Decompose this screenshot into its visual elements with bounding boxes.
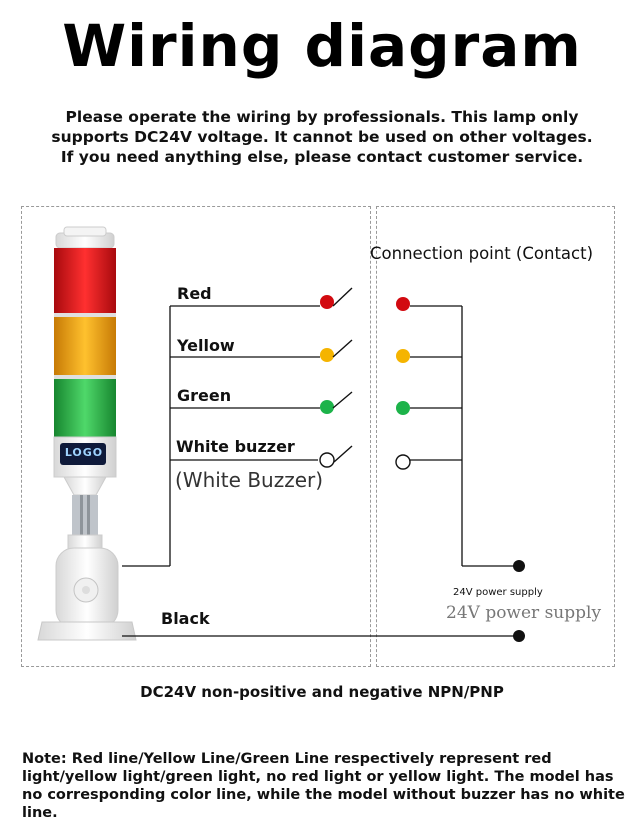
label-white-buzzer: White buzzer (176, 437, 295, 456)
label-yellow: Yellow (177, 336, 235, 355)
page-title: Wiring diagram (62, 12, 582, 80)
contact-yellow (396, 349, 410, 363)
tower-lamp (38, 227, 136, 640)
yellow-tier (54, 317, 116, 375)
lamp-foot (38, 622, 136, 640)
footnote: Note: Red line/Yellow Line/Green Line respectively represent red light/yellow light/green light, no red light or yellow light. The model has no corresponding color line, while the model without buzzer has no white line. (22, 751, 625, 821)
label-red: Red (177, 284, 212, 303)
red-switch (333, 288, 352, 306)
label-green: Green (177, 386, 232, 405)
power-terminal (513, 560, 525, 572)
label-connection-point: Connection point (Contact) (370, 244, 593, 263)
lamp-neck (64, 477, 106, 495)
green-tier (54, 379, 116, 437)
label-white-buzzer-alt: (White Buzzer) (175, 468, 324, 492)
contact-buzzer (396, 455, 410, 469)
label-power-supply-small: 24V power supply (453, 587, 543, 598)
contact-green (396, 401, 410, 415)
green-indicator (320, 400, 334, 414)
buzzer-indicator (320, 453, 334, 467)
warning-text: Please operate the wiring by professionals. This lamp only supports DC24V voltage. It cannot be used on other voltages. If you need anything else, please contact customer service. (51, 108, 593, 166)
diagram-caption: DC24V non-positive and negative NPN/PNP (140, 683, 504, 701)
yellow-indicator (320, 348, 334, 362)
lamp-pole (72, 495, 98, 537)
lamp-logo: LOGO (64, 446, 104, 459)
yellow-switch (333, 340, 352, 357)
green-switch (333, 392, 352, 408)
label-black: Black (161, 609, 210, 628)
red-tier (54, 248, 116, 313)
black-terminal (513, 630, 525, 642)
red-indicator (320, 295, 334, 309)
buzzer-switch (334, 446, 352, 462)
contact-red (396, 297, 410, 311)
label-power-supply-large: 24V power supply (446, 603, 602, 623)
